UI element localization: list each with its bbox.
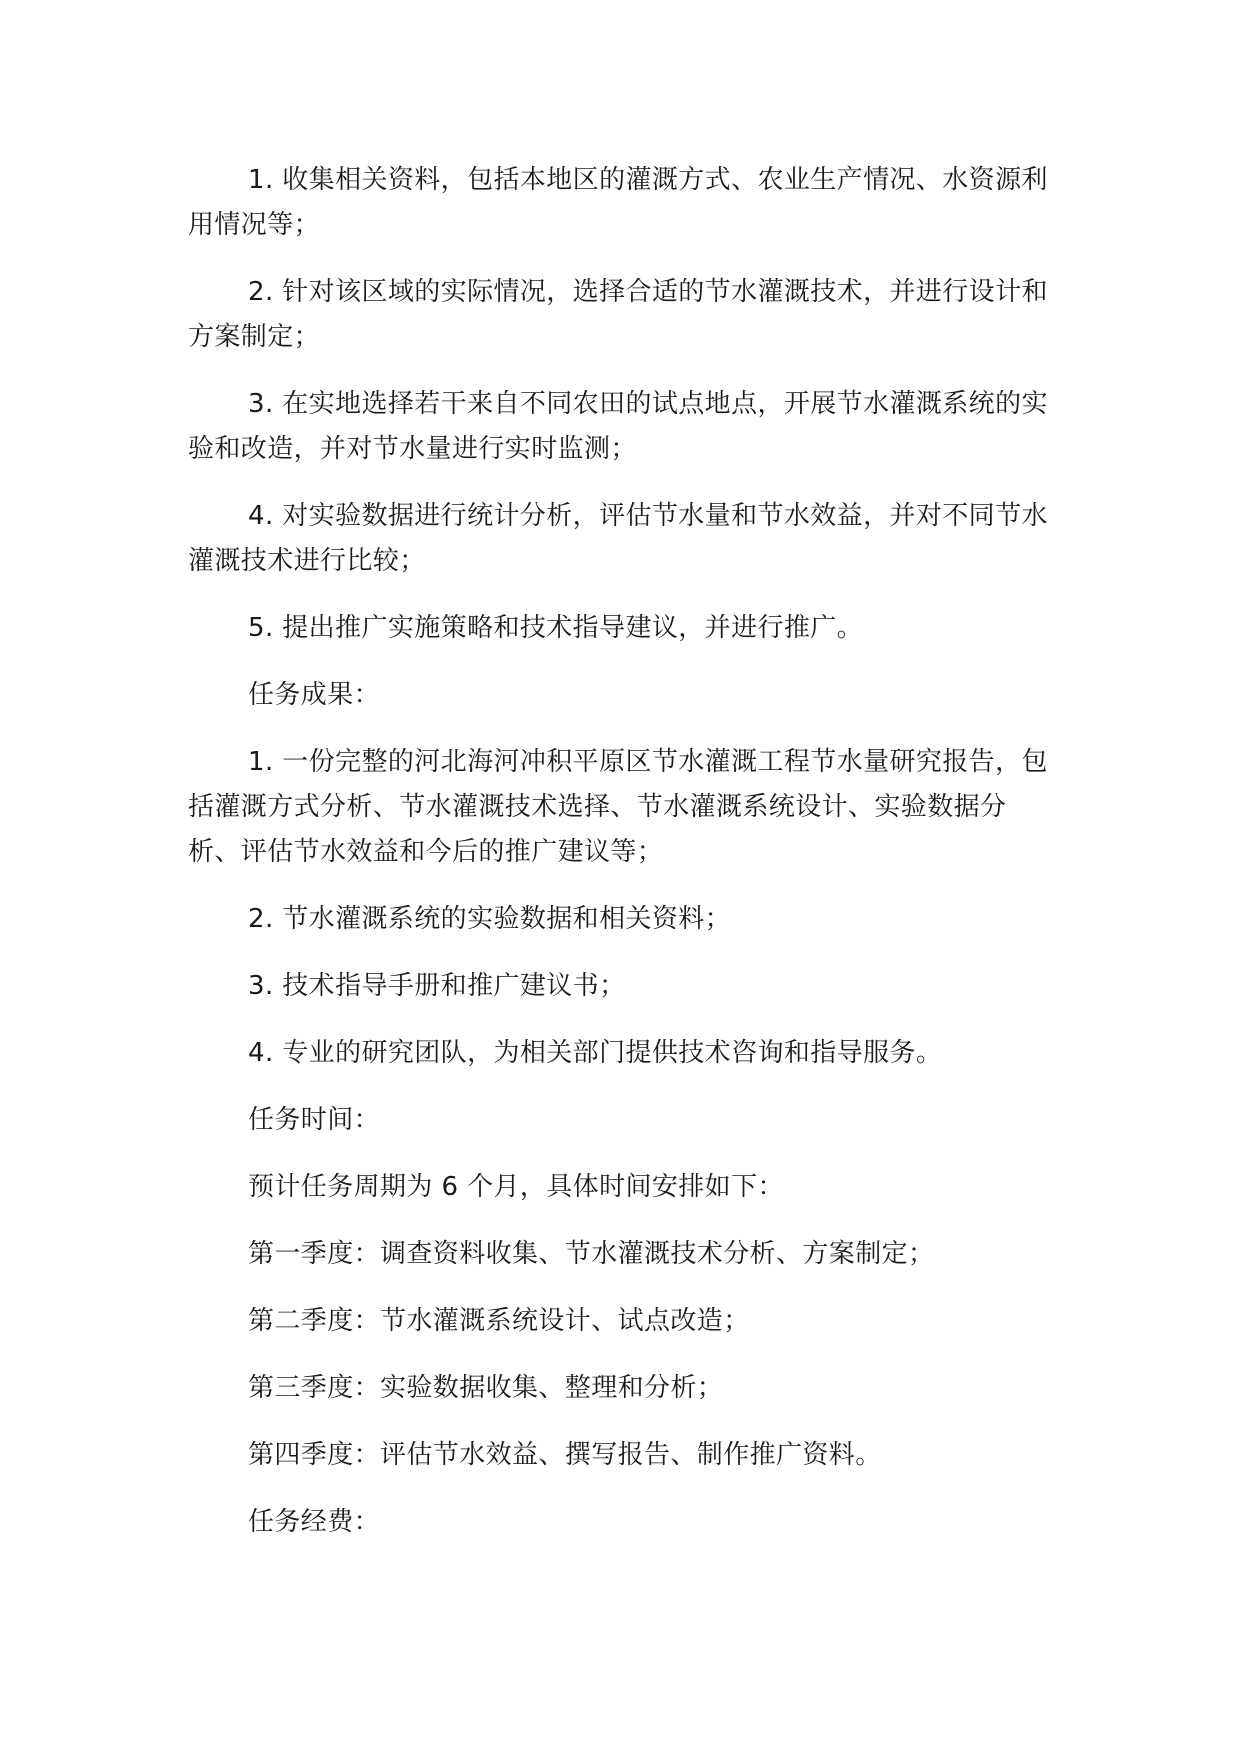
document-body: [188, 158, 1048, 1567]
paragraph-result-2: 2. 节水灌溉系统的实验数据和相关资料；: [248, 904, 732, 934]
heading-task-results: 任务成果：: [248, 680, 381, 710]
paragraph-result-3: 3. 技术指导手册和推广建议书；: [248, 971, 626, 1001]
paragraph-schedule-intro: 预计任务周期为 6 个月，具体时间安排如下：: [248, 1172, 784, 1202]
paragraph-step-1: 1. 收集相关资料，包括本地区的灌溉方式、农业生产情况、水资源利用情况等；: [188, 165, 1048, 240]
paragraph-step-2: 2. 针对该区域的实际情况，选择合适的节水灌溉技术，并进行设计和方案制定；: [188, 277, 1048, 352]
paragraph-result-1: 1. 一份完整的河北海河冲积平原区节水灌溉工程节水量研究报告，包括灌溉方式分析、节水灌溉技术选择、节水灌溉系统设计、实验数据分析、评估节水效益和今后的推广建议等；: [188, 747, 1048, 867]
heading-task-funding: 任务经费：: [248, 1507, 381, 1537]
paragraph-quarter-2: 第二季度：节水灌溉系统设计、试点改造；: [248, 1306, 750, 1336]
paragraph-quarter-1: 第一季度：调查资料收集、节水灌溉技术分析、方案制定；: [248, 1239, 935, 1269]
paragraph-quarter-4: 第四季度：评估节水效益、撰写报告、制作推广资料。: [248, 1440, 882, 1470]
heading-task-time: 任务时间：: [248, 1105, 381, 1135]
paragraph-step-3: 3. 在实地选择若干来自不同农田的试点地点，开展节水灌溉系统的实验和改造，并对节水量进行实时监测；: [188, 389, 1048, 464]
paragraph-step-5: 5. 提出推广实施策略和技术指导建议，并进行推广。: [248, 613, 864, 643]
paragraph-result-4: 4. 专业的研究团队，为相关部门提供技术咨询和指导服务。: [248, 1038, 943, 1068]
paragraph-quarter-3: 第三季度：实验数据收集、整理和分析；: [248, 1373, 724, 1403]
paragraph-step-4: 4. 对实验数据进行统计分析，评估节水量和节水效益，并对不同节水灌溉技术进行比较；: [188, 501, 1048, 576]
